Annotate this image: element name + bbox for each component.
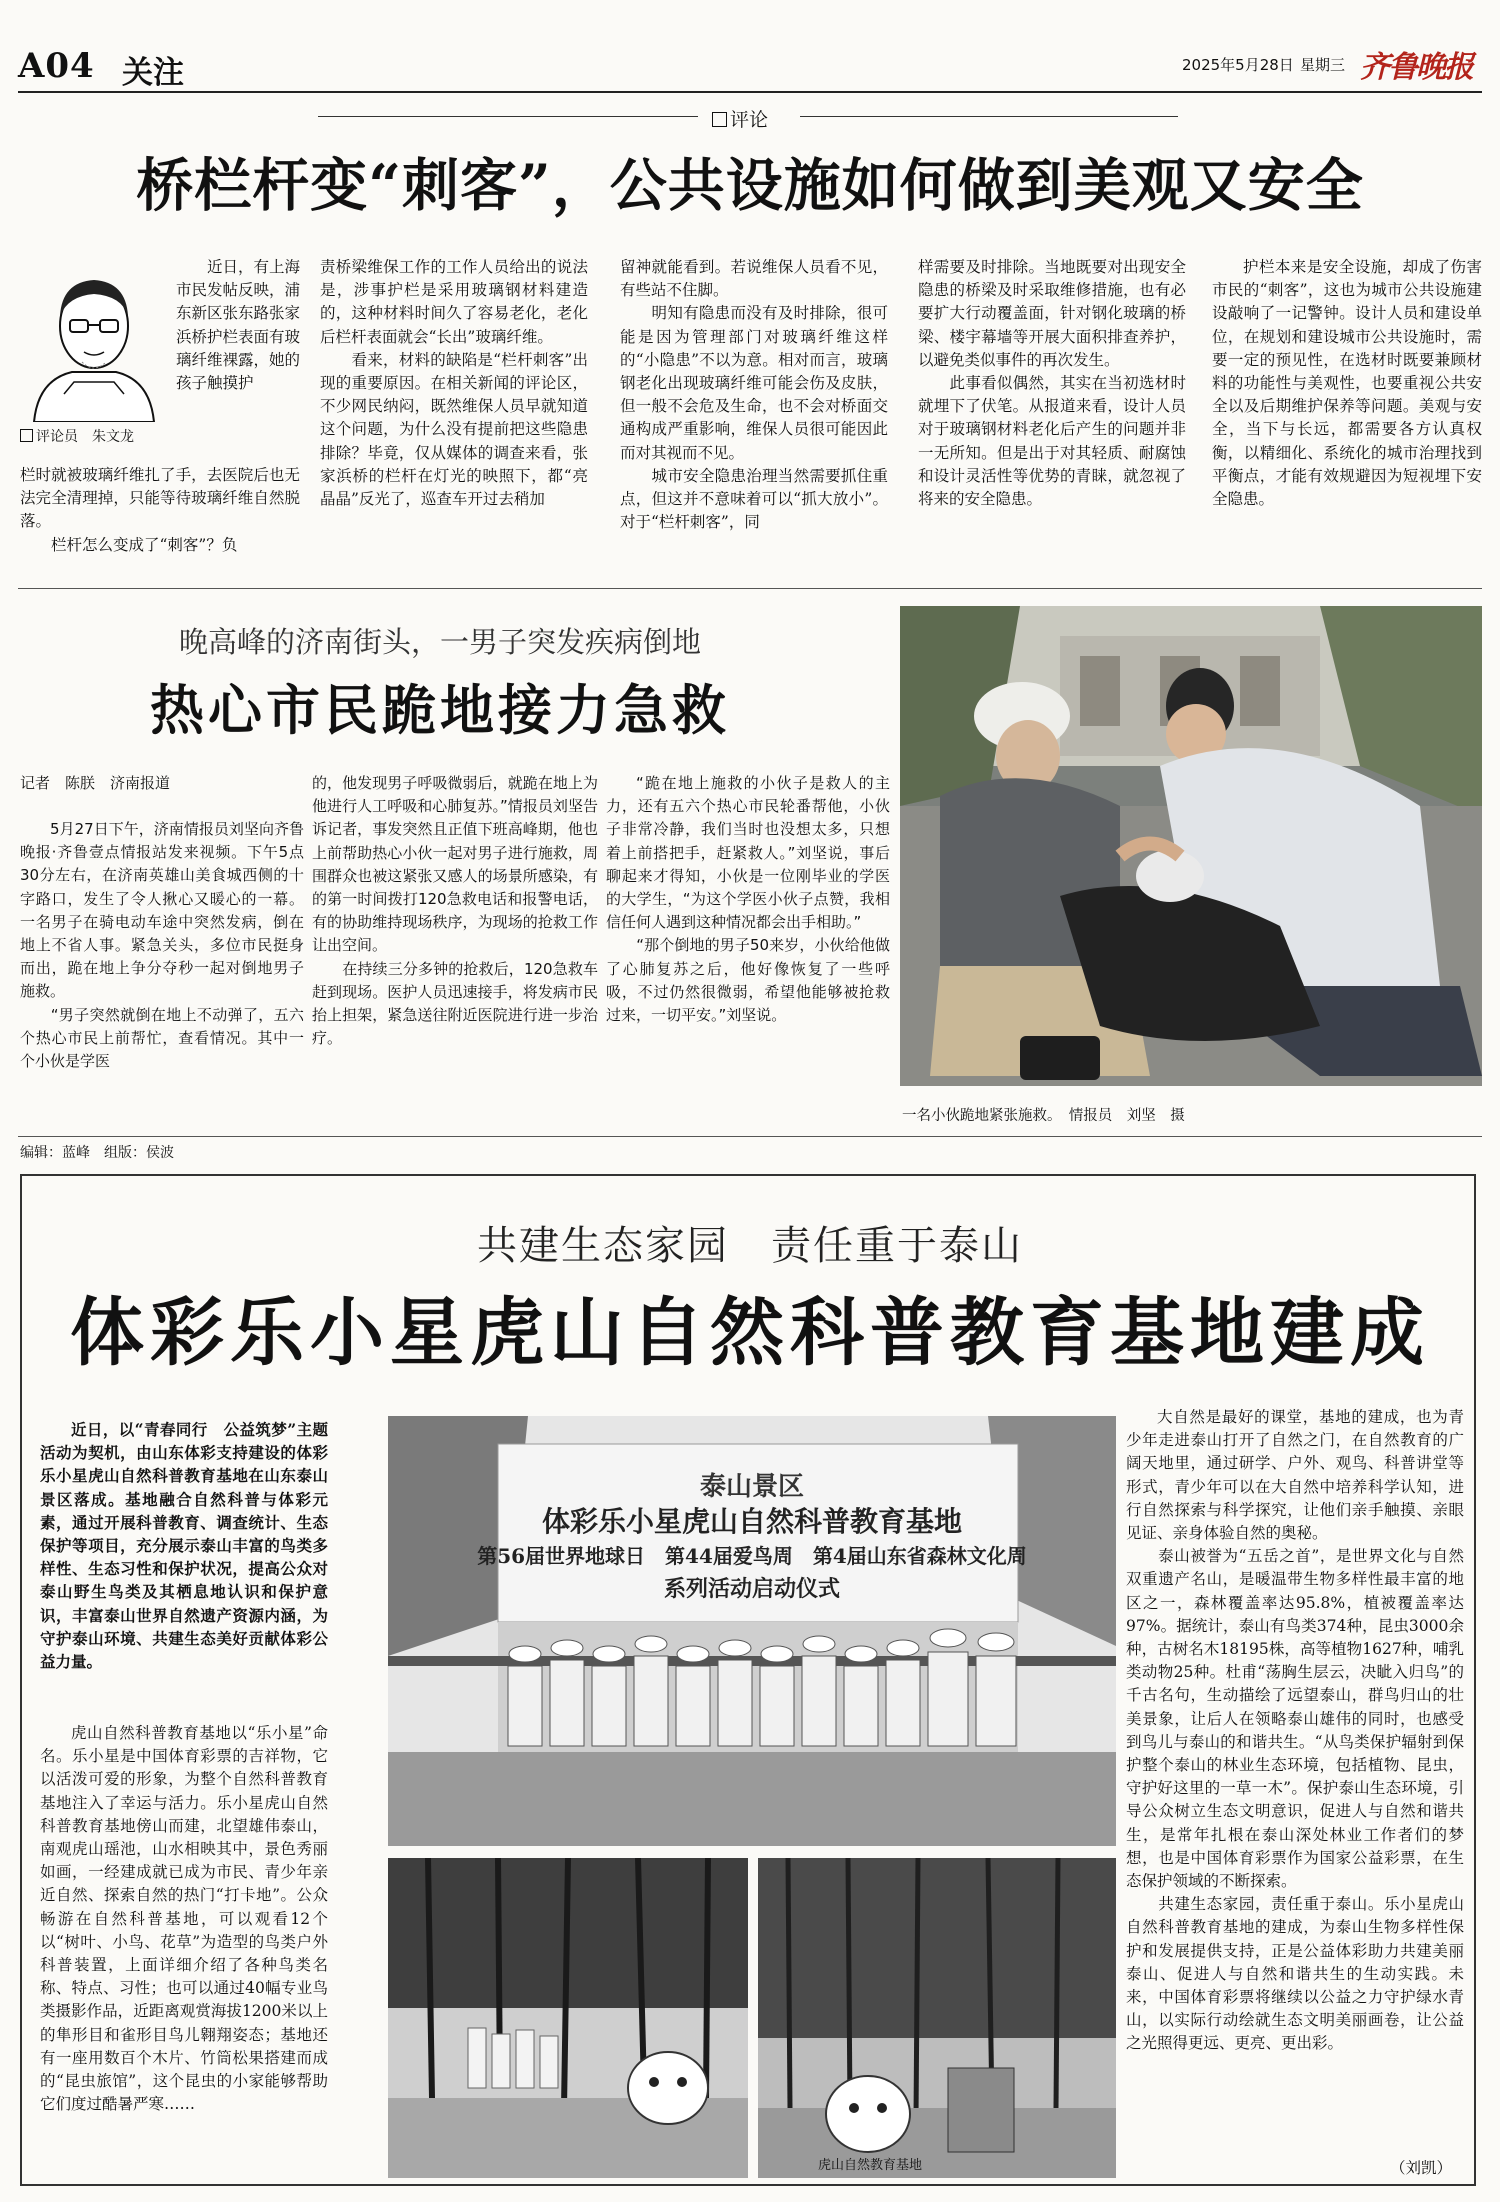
banner-line2: 体彩乐小星虎山自然科普教育基地 [541, 1505, 962, 1538]
forest-photo-right [758, 1858, 1116, 2178]
rescue-subhead: 晚高峰的济南街头，一男子突发疾病倒地 [178, 625, 701, 659]
header-rule [18, 91, 1482, 93]
commentary-kicker-line-right [800, 116, 1178, 117]
rescue-headline: 热心市民跪地接力急救 [150, 678, 730, 742]
banner-line3: 第56届世界地球日 第44届爱鸟周 第4届山东省森林文化周 [477, 1544, 1027, 1568]
section-divider-2 [18, 1136, 1482, 1137]
rescue-col2: 的，他发现男子呼吸微弱后，就跪在地上为他进行人工呼吸和心肺复苏。”情报员刘坚告诉记者，事发突然且正值下班高峰期，他也上前帮助热心小伙一起对男子进行施救，周围群众也被这紧张又感人的场景所感染，有的第一时间拨打120急救电话和报警电话，有的协助维持现场秩序，为现场的抢救工作让出空间。 在持续三分多钟的抢救后，120急救车赶到现场。医护人员迅速接手，将发病市民抬上担架，紧急送往附近医院进行进一步治疗。 [312, 774, 598, 1048]
editor-credits: 编辑：蓝峰 组版：侯波 [20, 1145, 174, 1161]
banner-line4: 系列活动启动仪式 [663, 1576, 840, 1602]
page-number: A04 [18, 46, 95, 86]
ceremony-photo [388, 1416, 1116, 1846]
base-sign-text: 虎山自然教育基地 [818, 2158, 923, 2173]
columnist-byline [20, 426, 134, 446]
commentary-kicker [712, 105, 768, 132]
rescue-byline: 记者 陈朕 济南报道 [20, 774, 171, 792]
feature-headline: 体彩乐小星虎山自然科普教育基地建成 [70, 1290, 1430, 1376]
commentary-col5: 护栏本来是安全设施，却成了伤害市民的“刺客”，这也为城市公共设施建设敲响了一记警钟。设计人员和建设单位，在规划和建设城市公共设施时，需要一定的预见性，在选材时既要兼顾材料的功能性与美观性，也要重视公共安全以及后期维护保养等问题。美观与安全，当下与长远，都需要各方认真权衡，以精细化、系统化的城市治理找到平衡点，才能有效规避因为短视埋下安全隐患。 [1212, 258, 1482, 509]
feature-credit: （刘凯） [1390, 2159, 1453, 2177]
rescue-photo [900, 606, 1482, 1086]
feature-col2: 大自然是最好的课堂，基地的建成，也为青少年走进泰山打开了自然之门，在自然教育的广阔天地里，通过研学、户外、观鸟、科普讲堂等形式，青少年可以在大自然中培养科学认知，进行自然探索与科学探究，让他们亲手触摸、亲眼见证、亲身体验自然的奥秘。 泰山被誉为“五岳之首”，是世界文化与自然双重遗产名山，是暖温带生物多样性最丰富的地区之一，森林覆盖率达95.8%，植被覆盖率达97%。据统计，泰山有鸟类374种，昆虫3000余种，古树名木18195株，高等植物1627种，哺乳类动物25种。杜甫“荡胸生层云，决眦入归鸟”的千古名句，生动描绘了远望泰山，群鸟归山的壮美景象，让后人在领略泰山雄伟的同时，也感受到鸟儿与泰山的和谐共生。“从鸟类保护辐射到保护整个泰山的林业生态环境，包括植物、昆虫，守护好这里的一草一木”。保护泰山生态环境，引导公众树立生态文明意识，促进人与自然和谐共生，是常年扎根在泰山深处林业工作者们的梦想，也是中国体育彩票作为国家公益彩票，在生态保护领域的不断探索。 共建生态家园，责任重于泰山。乐小星虎山自然科普教育基地的建成，为泰山生物多样性保护和发展提供支持，正是公益体彩助力共建美丽泰山、促进人与自然和谐共生的生动实践。未来，中国体育彩票将继续以公益之力守护绿水青山，以实际行动绘就生态文明美丽画卷，让公益之光照得更远、更亮、更出彩。 [1126, 1408, 1464, 2053]
columnist-portrait [24, 262, 164, 422]
feature-lead: 近日，以“青春同行 公益筑梦”主题活动为契机，由山东体彩支持建设的体彩乐小星虎山自然科普教育基地在山东泰山景区落成。基地融合自然科普与体彩元素，通过开展科普教育、调查统计、生态保护等项目，充分展示泰山丰富的鸟类多样性、生态习性和保护状况，提高公众对泰山野生鸟类及其栖息地认识和保护意识，丰富泰山世界自然遗产资源内涵，为守护泰山环境、共建生态美好贡献体彩公益力量。 [40, 1420, 328, 1672]
feature-subhead: 共建生态家园 责任重于泰山 [477, 1223, 1023, 1269]
section-divider [18, 588, 1482, 589]
commentary-col2: 责桥梁维保工作的工作人员给出的说法是，涉事护栏是采用玻璃钢材料建造的，这种材料时间久了容易老化，老化后栏杆表面就会“长出”玻璃纤维。 看来，材料的缺陷是“栏杆刺客”出现的重要原因。在相关新闻的评论区，不少网民纳闷，既然维保人员早就知道这个问题，为什么没有提前把这些隐患排除？毕竟，仅从媒体的调查来看，张家浜桥的栏杆在灯光的映照下，都“亮晶晶”反光了，巡查车开过去稍加 [320, 258, 588, 509]
rescue-photo-caption: 一名小伙跪地紧张施救。 情报员 刘坚 摄 [902, 1108, 1185, 1124]
rescue-col1: 5月27日下午，济南情报员刘坚向齐鲁晚报·齐鲁壹点情报站发来视频。下午5点30分左右，在济南英雄山美食城西侧的十字路口，发生了令人揪心又暖心的一幕。一名男子在骑电动车途中突然发病，倒在地上不省人事。紧急关头，多位市民挺身而出，跪在地上争分夺秒一起对倒地男子施救。 “男子突然就倒在地上不动弹了，五六个热心市民上前帮忙，查看情况。其中一个小伙是学医 [20, 820, 304, 1071]
commentary-col1-intro: 近日，有上海市民发帖反映，浦东新区张东路张家浜桥护栏表面有玻璃纤维裸露，她的孩子触摸护 [176, 258, 301, 393]
commentary-kicker-line-left [318, 116, 698, 117]
section-name: 关注 [122, 55, 184, 91]
commentary-col3: 留神就能看到。若说维保人员看不见，有些站不住脚。 明知有隐患而没有及时排除，很可能是因为管理部门对玻璃纤维这样的“小隐患”不以为意。相对而言，玻璃钢老化出现玻璃纤维可能会伤及皮肤，但一般不会危及生命，也不会对桥面交通构成严重影响，维保人员很可能因此而对其视而不见。 城市安全隐患治理当然需要抓住重点，但这并不意味着可以“抓大放小”。对于“栏杆刺客”，同 [620, 258, 888, 532]
commentary-col1-rest: 栏时就被玻璃纤维扎了手，去医院后也无法完全清理掉，只能等待玻璃纤维自然脱落。 栏杆怎么变成了“刺客”？负 [20, 466, 300, 554]
forest-photo-left [388, 1858, 748, 2178]
kicker-square-icon [712, 112, 727, 127]
kicker-label: 评论 [730, 109, 769, 131]
issue-weekday: 星期三 [1300, 56, 1346, 74]
banner-title: 泰山景区 [699, 1472, 804, 1502]
feature-col1: 虎山自然科普教育基地以“乐小星”命名。乐小星是中国体育彩票的吉祥物，它以活泼可爱的形象，为整个自然科普教育基地注入了幸运与活力。乐小星虎山自然科普教育基地傍山而建，北望雄伟泰山，南观虎山瑶池，山水相映其中，景色秀丽如画，一经建成就已成为市民、青少年亲近自然、探索自然的热门“打卡地”。公众畅游在自然科普基地，可以观看12个以“树叶、小鸟、花草”为造型的鸟类户外科普装置，上面详细介绍了各种鸟类名称、特点、习性；也可以通过40幅专业鸟类摄影作品，近距离观赏海拔1200米以上的隼形目和雀形目鸟儿翱翔姿态；基地还有一座用数百个木片、竹筒松果搭建而成的“昆虫旅馆”，这个昆虫的小家能够帮助它们度过酷暑严寒…… [40, 1724, 328, 2114]
newspaper-logo: 齐鲁晚报 [1360, 50, 1472, 85]
byline-text: 评论员 朱文龙 [36, 429, 134, 445]
commentary-col4: 样需要及时排除。当地既要对出现安全隐患的桥梁及时采取维修措施，也有必要扩大行动覆盖面，针对钢化玻璃的桥梁、楼宇幕墙等开展大面积排查养护，以避免类似事件的再次发生。 此事看似偶然，其实在当初选材时就埋下了伏笔。从报道来看，设计人员对于玻璃钢材料老化后产生的问题并非一无所知。但是出于对其轻质、耐腐蚀和设计灵活性等优势的青睐，就忽视了将来的安全隐患。 [918, 258, 1186, 509]
issue-date: 2025年5月28日 [1182, 56, 1294, 74]
commentary-headline: 桥栏杆变“刺客”，公共设施如何做到美观又安全 [136, 152, 1364, 219]
page-header [18, 30, 1482, 90]
rescue-col3: “跪在地上施救的小伙子是救人的主力，还有五六个热心市民轮番帮他，小伙子非常冷静，我们当时也没想太多，只想着上前搭把手，赶紧救人。”刘坚说，事后聊起来才得知，小伙是一位刚毕业的学医的大学生，“为这个学医小伙子点赞，我相信任何人遇到这种情况都会出手相助。” “那个倒地的男子50来岁，小伙给他做了心肺复苏之后，他好像恢复了一些呼吸，不过仍然很微弱，希望他能够被抢救过来，一切平安。”刘坚说。 [606, 774, 890, 1025]
feature-box [20, 1174, 1476, 2186]
byline-square-icon [20, 429, 33, 442]
